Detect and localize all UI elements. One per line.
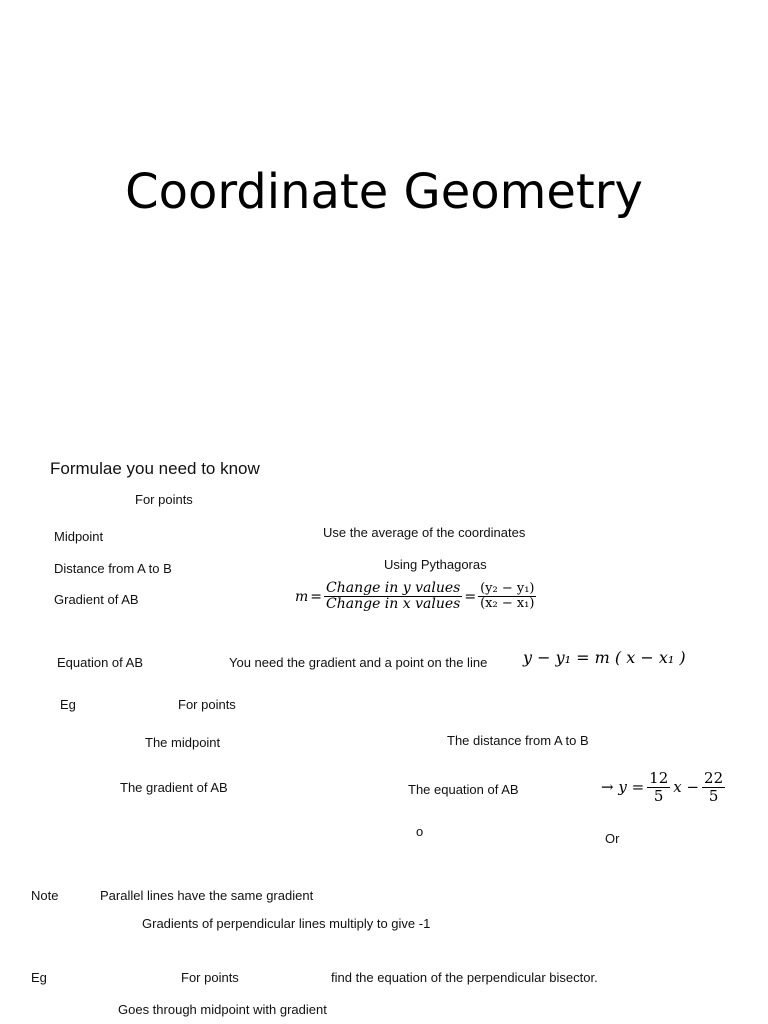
example1-eg: Eg <box>60 697 76 712</box>
example1-o: o <box>416 824 424 839</box>
for-points-label: For points <box>135 492 193 507</box>
line-equation-formula: y − y₁ = m ( x − x₁ ) <box>523 648 686 667</box>
example2-for-points: For points <box>181 970 239 985</box>
example1-or: Or <box>605 831 620 846</box>
result-fraction-2-den: 5 <box>708 786 719 805</box>
equation-label: Equation of AB <box>57 655 144 670</box>
midpoint-label: Midpoint <box>54 529 104 544</box>
example1-equation: The equation of AB <box>408 782 519 797</box>
distance-description: Using Pythagoras <box>384 557 487 572</box>
example2-task: find the equation of the perpendicular bisector. <box>331 970 598 985</box>
example1-distance: The distance from A to B <box>447 733 589 748</box>
example1-result <box>601 770 725 804</box>
gradient-text-denominator: Change in x values <box>326 596 461 613</box>
gradient-text-fraction <box>324 581 462 613</box>
gradient-symbol-numerator: (y₂ − y₁) <box>480 581 535 597</box>
example1-for-points: For points <box>178 697 236 712</box>
note-parallel: Parallel lines have the same gradient <box>100 888 314 903</box>
result-fraction-1-num: 12 <box>649 769 669 787</box>
formulae-heading: Formulae you need to know <box>50 459 260 478</box>
gradient-equals-2: = <box>464 588 477 605</box>
result-fraction-1 <box>647 770 670 804</box>
result-fraction-1-den: 5 <box>653 786 664 805</box>
gradient-text-numerator: Change in y values <box>326 580 461 596</box>
example2-eg: Eg <box>31 970 47 985</box>
note-perpendicular: Gradients of perpendicular lines multiply to give -1 <box>142 916 431 931</box>
result-fraction-2 <box>702 770 725 804</box>
result-fraction-2-num: 22 <box>704 769 724 787</box>
result-prefix: → y = <box>601 778 645 796</box>
gradient-symbol-denominator: (x₂ − x₁) <box>480 596 535 612</box>
equation-description: You need the gradient and a point on the line <box>229 655 488 670</box>
example1-midpoint: The midpoint <box>145 735 221 750</box>
midpoint-description: Use the average of the coordinates <box>323 525 526 540</box>
gradient-symbol-fraction <box>478 582 536 612</box>
page-title: Coordinate Geometry <box>125 164 643 220</box>
example1-gradient: The gradient of AB <box>120 780 228 795</box>
example2-goes-through: Goes through midpoint with gradient <box>118 1002 327 1017</box>
result-x-minus: x − <box>673 778 700 796</box>
gradient-m: m <box>295 588 309 605</box>
note-label: Note <box>31 888 59 903</box>
gradient-label: Gradient of AB <box>54 592 139 607</box>
gradient-formula <box>295 581 536 613</box>
gradient-equals: = <box>310 588 323 605</box>
distance-label: Distance from A to B <box>54 561 172 576</box>
